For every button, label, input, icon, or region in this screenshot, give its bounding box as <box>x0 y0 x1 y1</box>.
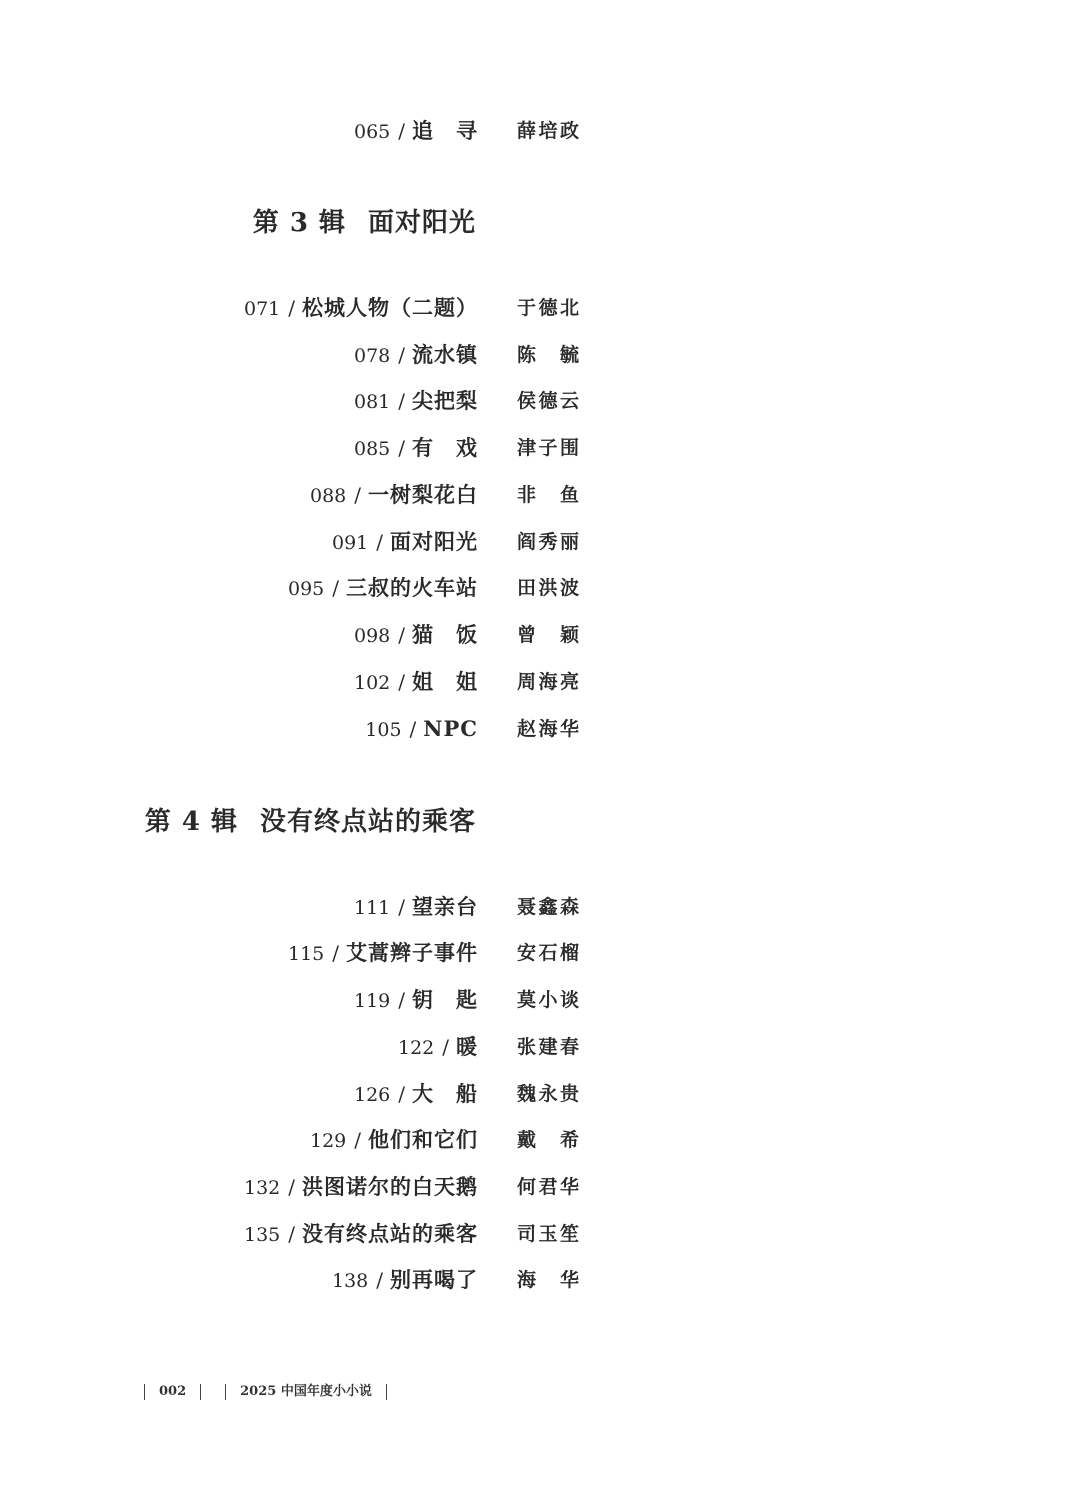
footer-divider <box>200 1384 201 1400</box>
entry-title: 洪图诺尔的白天鹅 <box>302 1174 478 1199</box>
page-number: 129 <box>309 1130 347 1152</box>
entry-title: 姐 姐 <box>412 669 478 694</box>
separator: / <box>288 1175 296 1199</box>
entry-left <box>244 288 478 328</box>
entry-title: 暖 <box>456 1034 478 1059</box>
separator: / <box>288 296 296 320</box>
entry-left <box>332 1260 478 1300</box>
entry-left <box>398 1027 478 1067</box>
page-number: 115 <box>287 943 325 965</box>
entry-title: NPC <box>423 716 478 741</box>
page-number: 105 <box>365 719 402 741</box>
separator: / <box>398 389 406 413</box>
separator: / <box>332 576 340 600</box>
section-label: 第 3 辑 <box>252 208 346 238</box>
footer-divider <box>386 1384 387 1400</box>
page-number: 091 <box>331 532 369 554</box>
separator: / <box>376 1268 384 1292</box>
entry-author: 曾 颖 <box>517 624 579 646</box>
section-name: 没有终点站的乘客 <box>259 807 476 837</box>
entry-left <box>310 1120 478 1160</box>
entry-title: 有 戏 <box>412 435 478 460</box>
entry-left <box>354 381 478 421</box>
entry-author: 非 鱼 <box>517 484 579 506</box>
entry-left <box>244 1167 478 1207</box>
entry-title: 别再喝了 <box>390 1267 478 1292</box>
footer-divider <box>144 1384 145 1400</box>
entry-author: 安石榴 <box>517 942 579 964</box>
section-4-title <box>145 797 476 847</box>
toc-entry[interactable] <box>0 1214 1080 1254</box>
page-number: 095 <box>287 578 325 600</box>
entry-author: 何君华 <box>517 1176 579 1198</box>
page-number: 071 <box>243 298 281 320</box>
footer-page-number: 002 <box>159 1384 187 1399</box>
entry-left <box>354 887 478 927</box>
page-number: 122 <box>397 1037 435 1059</box>
toc-entry[interactable] <box>0 662 1080 702</box>
toc-entry[interactable] <box>0 887 1080 927</box>
entry-author: 司玉笙 <box>517 1223 579 1245</box>
section-name: 面对阳光 <box>367 208 476 238</box>
entry-author: 魏永贵 <box>517 1083 579 1105</box>
toc-entry[interactable] <box>0 335 1080 375</box>
toc-entry[interactable] <box>0 615 1080 655</box>
entry-title: 钥 匙 <box>412 987 478 1012</box>
entry-author: 张建春 <box>517 1036 579 1058</box>
toc-entry[interactable] <box>0 980 1080 1020</box>
entry-left <box>365 709 478 749</box>
entry-left <box>354 335 478 375</box>
page-number: 102 <box>353 672 391 694</box>
entry-left <box>310 475 478 515</box>
footer-book-title: 2025 中国年度小小说 <box>240 1384 372 1399</box>
entry-left <box>354 111 478 151</box>
separator: / <box>354 1128 362 1152</box>
separator: / <box>354 483 362 507</box>
entry-left <box>354 662 478 702</box>
entry-title: 艾蒿辫子事件 <box>346 940 478 965</box>
page-footer <box>140 1378 401 1406</box>
page-number: 111 <box>353 897 391 919</box>
page-number: 078 <box>353 345 391 367</box>
toc-entry[interactable] <box>0 1027 1080 1067</box>
toc-entry[interactable] <box>0 1120 1080 1160</box>
entry-author: 薛培政 <box>517 120 579 142</box>
separator: / <box>288 1222 296 1246</box>
entry-author: 海 华 <box>517 1269 579 1291</box>
entry-title: 面对阳光 <box>390 529 478 554</box>
page-number: 119 <box>353 990 391 1012</box>
toc-entry[interactable] <box>0 475 1080 515</box>
entry-title: 一树梨花白 <box>368 482 478 507</box>
section-label: 第 4 辑 <box>144 807 238 837</box>
separator: / <box>398 343 406 367</box>
separator: / <box>398 1082 406 1106</box>
separator: / <box>398 436 406 460</box>
separator: / <box>442 1035 450 1059</box>
page-number: 132 <box>243 1177 281 1199</box>
entry-title: 望亲台 <box>412 894 478 919</box>
entry-author: 于德北 <box>517 297 579 319</box>
entry-author: 陈 毓 <box>517 344 579 366</box>
toc-entry[interactable] <box>0 568 1080 608</box>
entry-title: 猫 饭 <box>412 622 478 647</box>
entry-left <box>354 980 478 1020</box>
entry-left <box>354 1074 478 1114</box>
separator: / <box>409 717 418 741</box>
toc-entry[interactable] <box>0 522 1080 562</box>
separator: / <box>398 623 406 647</box>
toc-entry[interactable] <box>0 428 1080 468</box>
separator: / <box>398 895 406 919</box>
entry-title: 三叔的火车站 <box>346 575 478 600</box>
toc-entry[interactable] <box>0 1074 1080 1114</box>
entry-left <box>288 568 478 608</box>
entry-left <box>244 1214 478 1254</box>
entry-left <box>354 428 478 468</box>
entry-title: 大 船 <box>412 1081 478 1106</box>
page-number: 138 <box>331 1270 369 1292</box>
entry-title: 没有终点站的乘客 <box>302 1221 478 1246</box>
entry-title: 尖把梨 <box>412 388 478 413</box>
entry-title: 松城人物（二题） <box>302 295 478 320</box>
page-number: 085 <box>353 438 391 460</box>
footer-divider <box>225 1384 226 1400</box>
entry-author: 聂鑫森 <box>517 896 579 918</box>
entry-author: 阎秀丽 <box>517 531 579 553</box>
page-number: 135 <box>243 1224 281 1246</box>
entry-author: 戴 希 <box>517 1129 579 1151</box>
separator: / <box>332 941 340 965</box>
toc-entry[interactable] <box>0 709 1080 749</box>
separator: / <box>398 988 406 1012</box>
entry-author: 赵海华 <box>517 718 579 740</box>
entry-author: 津子围 <box>517 437 579 459</box>
toc-entry[interactable] <box>0 288 1080 328</box>
toc-entry[interactable] <box>0 111 1080 151</box>
separator: / <box>376 530 384 554</box>
entry-left <box>288 933 478 973</box>
entry-title: 流水镇 <box>412 342 478 367</box>
entry-left <box>332 522 478 562</box>
entry-author: 田洪波 <box>517 577 579 599</box>
entry-title: 他们和它们 <box>368 1127 478 1152</box>
section-3-title <box>253 198 476 248</box>
page-number: 081 <box>353 391 391 413</box>
entry-title: 追 寻 <box>412 118 478 143</box>
entry-author: 周海亮 <box>517 671 579 693</box>
toc-entry[interactable] <box>0 1260 1080 1300</box>
page-number: 088 <box>309 485 347 507</box>
separator: / <box>398 670 406 694</box>
page-number: 065 <box>353 121 391 143</box>
page-number: 098 <box>353 625 391 647</box>
toc-entry[interactable] <box>0 1167 1080 1207</box>
entry-left <box>354 615 478 655</box>
page-number: 126 <box>353 1084 391 1106</box>
toc-entry[interactable] <box>0 933 1080 973</box>
entry-author: 莫小谈 <box>517 989 579 1011</box>
separator: / <box>398 119 406 143</box>
entry-author: 侯德云 <box>517 390 579 412</box>
toc-entry[interactable] <box>0 381 1080 421</box>
